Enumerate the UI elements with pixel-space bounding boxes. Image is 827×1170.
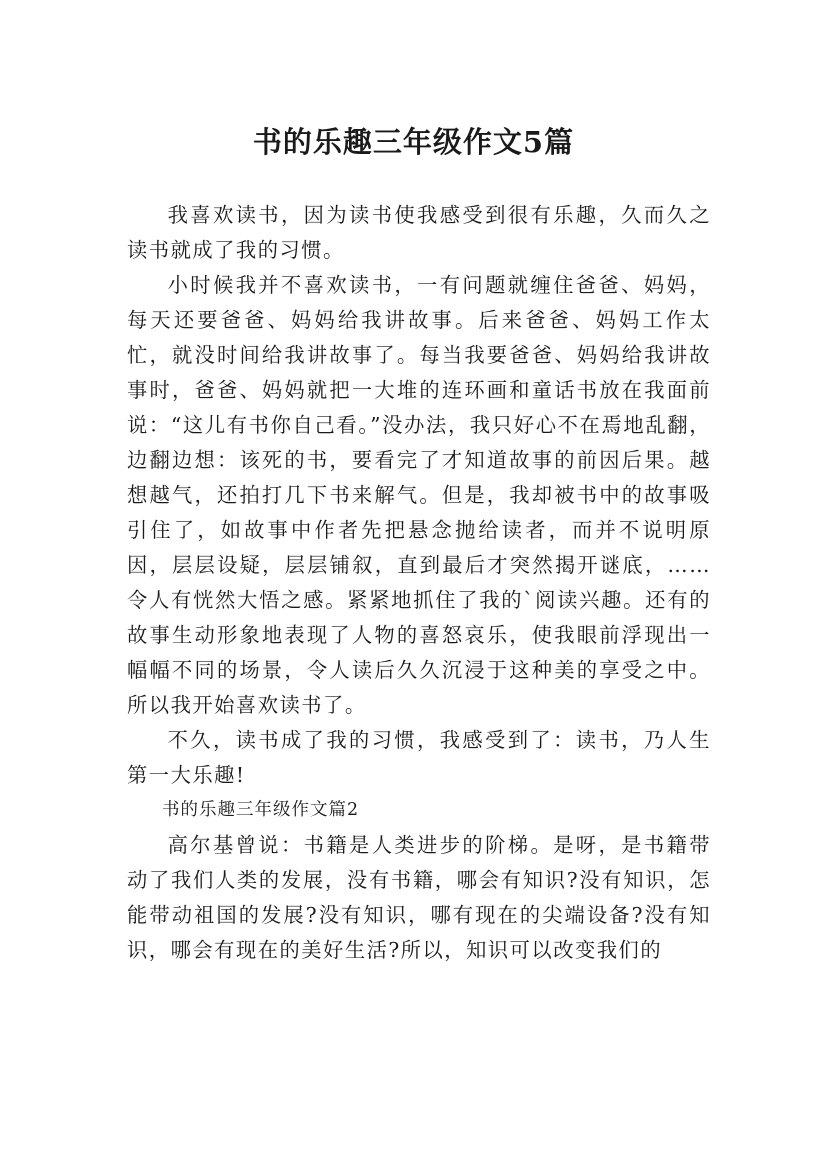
section-heading-2: 书的乐趣三年级作文篇2 xyxy=(162,800,360,820)
paragraph-2: 小时候我并不喜欢读书，一有问题就缠住爸爸、妈妈，每天还要爸爸、妈妈给我讲故事。后来爸爸、妈妈工作太忙，就没时间给我讲故事了。每当我要爸爸、妈妈给我讲故事时，爸爸、妈妈就把一大堆的连环画和童话书放在我面前说：“这儿有书你自己看。”没办法，我只好心不在焉地乱翻，边翻边想：该死的书，要看完了才知道故事的前因后果。越想越气，还拍打几下书来解气。但是，我却被书中的故事吸引住了，如故事中作者先把悬念抛给读者，而并不说明原因，层层设疑，层层铺叙，直到最后才突然揭开谜底，……令人有恍然大悟之感。紧紧地抓住了我的`阅读兴趣。还有的故事生动形象地表现了人物的喜怒哀乐，使我眼前浮现出一幅幅不同的场景，令人读后久久沉浸于这种美的享受之中。所以我开始喜欢读书了。 xyxy=(127,273,711,717)
paragraph-1: 我喜欢读书，因为读书使我感受到很有乐趣，久而久之读书就成了我的习惯。 xyxy=(127,203,711,262)
document-title: 书的乐趣三年级作文5篇 xyxy=(252,125,575,160)
paragraph-4: 高尔基曾说：书籍是人类进步的阶梯。是呀，是书籍带动了我们人类的发展，没有书籍，哪会有知识?没有知识，怎能带动祖国的发展?没有知识，哪有现在的尖端设备?没有知识，哪会有现在的美好生活?所以，知识可以改变我们的 xyxy=(127,833,711,962)
document-body xyxy=(127,198,711,968)
paragraph-3: 不久，读书成了我的习惯，我感受到了：读书，乃人生第一大乐趣! xyxy=(127,728,711,787)
